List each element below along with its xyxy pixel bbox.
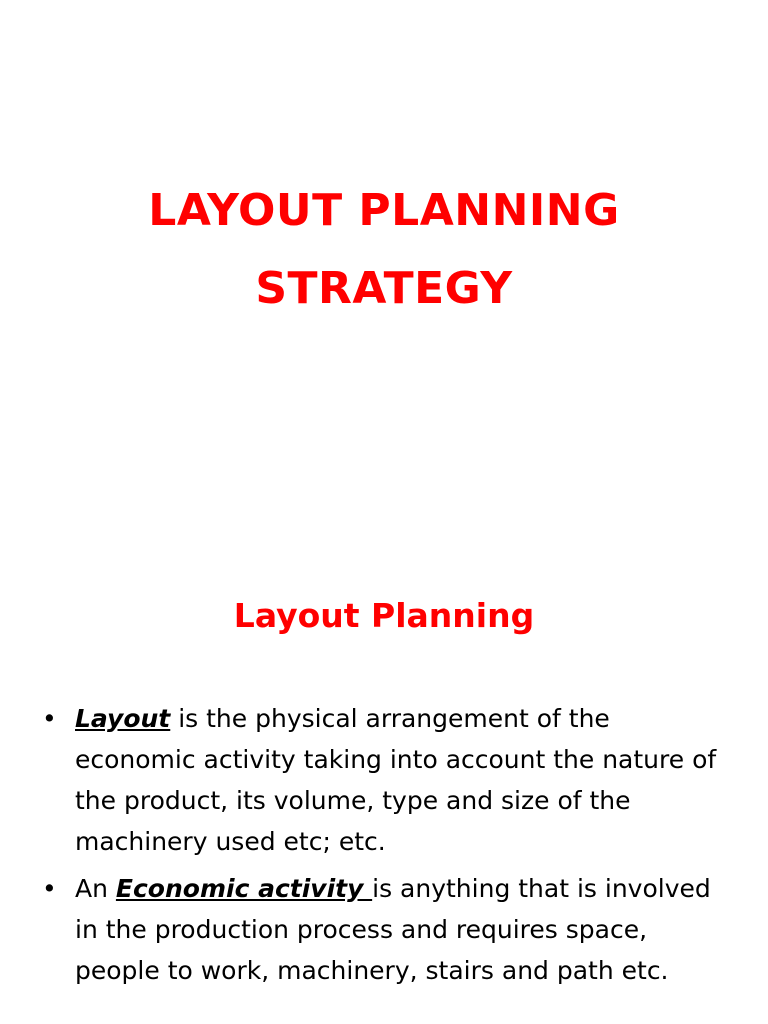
bullet-item-economic-activity <box>34 868 724 991</box>
bullet-list <box>34 698 724 997</box>
bullet-text-layout: is the physical arrangement of the economic activity taking into account the nature of the product, its volume, type and size of the machinery used etc; etc. <box>75 704 717 856</box>
main-title-line-1: LAYOUT PLANNING <box>148 185 620 236</box>
term-layout: Layout <box>75 704 171 733</box>
bullet-marker-icon: • <box>42 704 57 733</box>
bullet-item-layout <box>34 698 724 862</box>
term-economic-activity: Economic activity <box>115 874 373 903</box>
bullet-prefix-economic-activity: An <box>75 874 116 903</box>
bullet-text-economic-activity: is anything that is involved in the production process and requires space, people to work, machinery, stairs and path etc. <box>75 874 711 985</box>
content-slide <box>0 560 768 1024</box>
main-title-line-2: STRATEGY <box>255 263 513 314</box>
bullet-marker-icon: • <box>42 874 57 903</box>
main-title <box>0 172 768 328</box>
slide-subtitle: Layout Planning <box>233 596 535 635</box>
